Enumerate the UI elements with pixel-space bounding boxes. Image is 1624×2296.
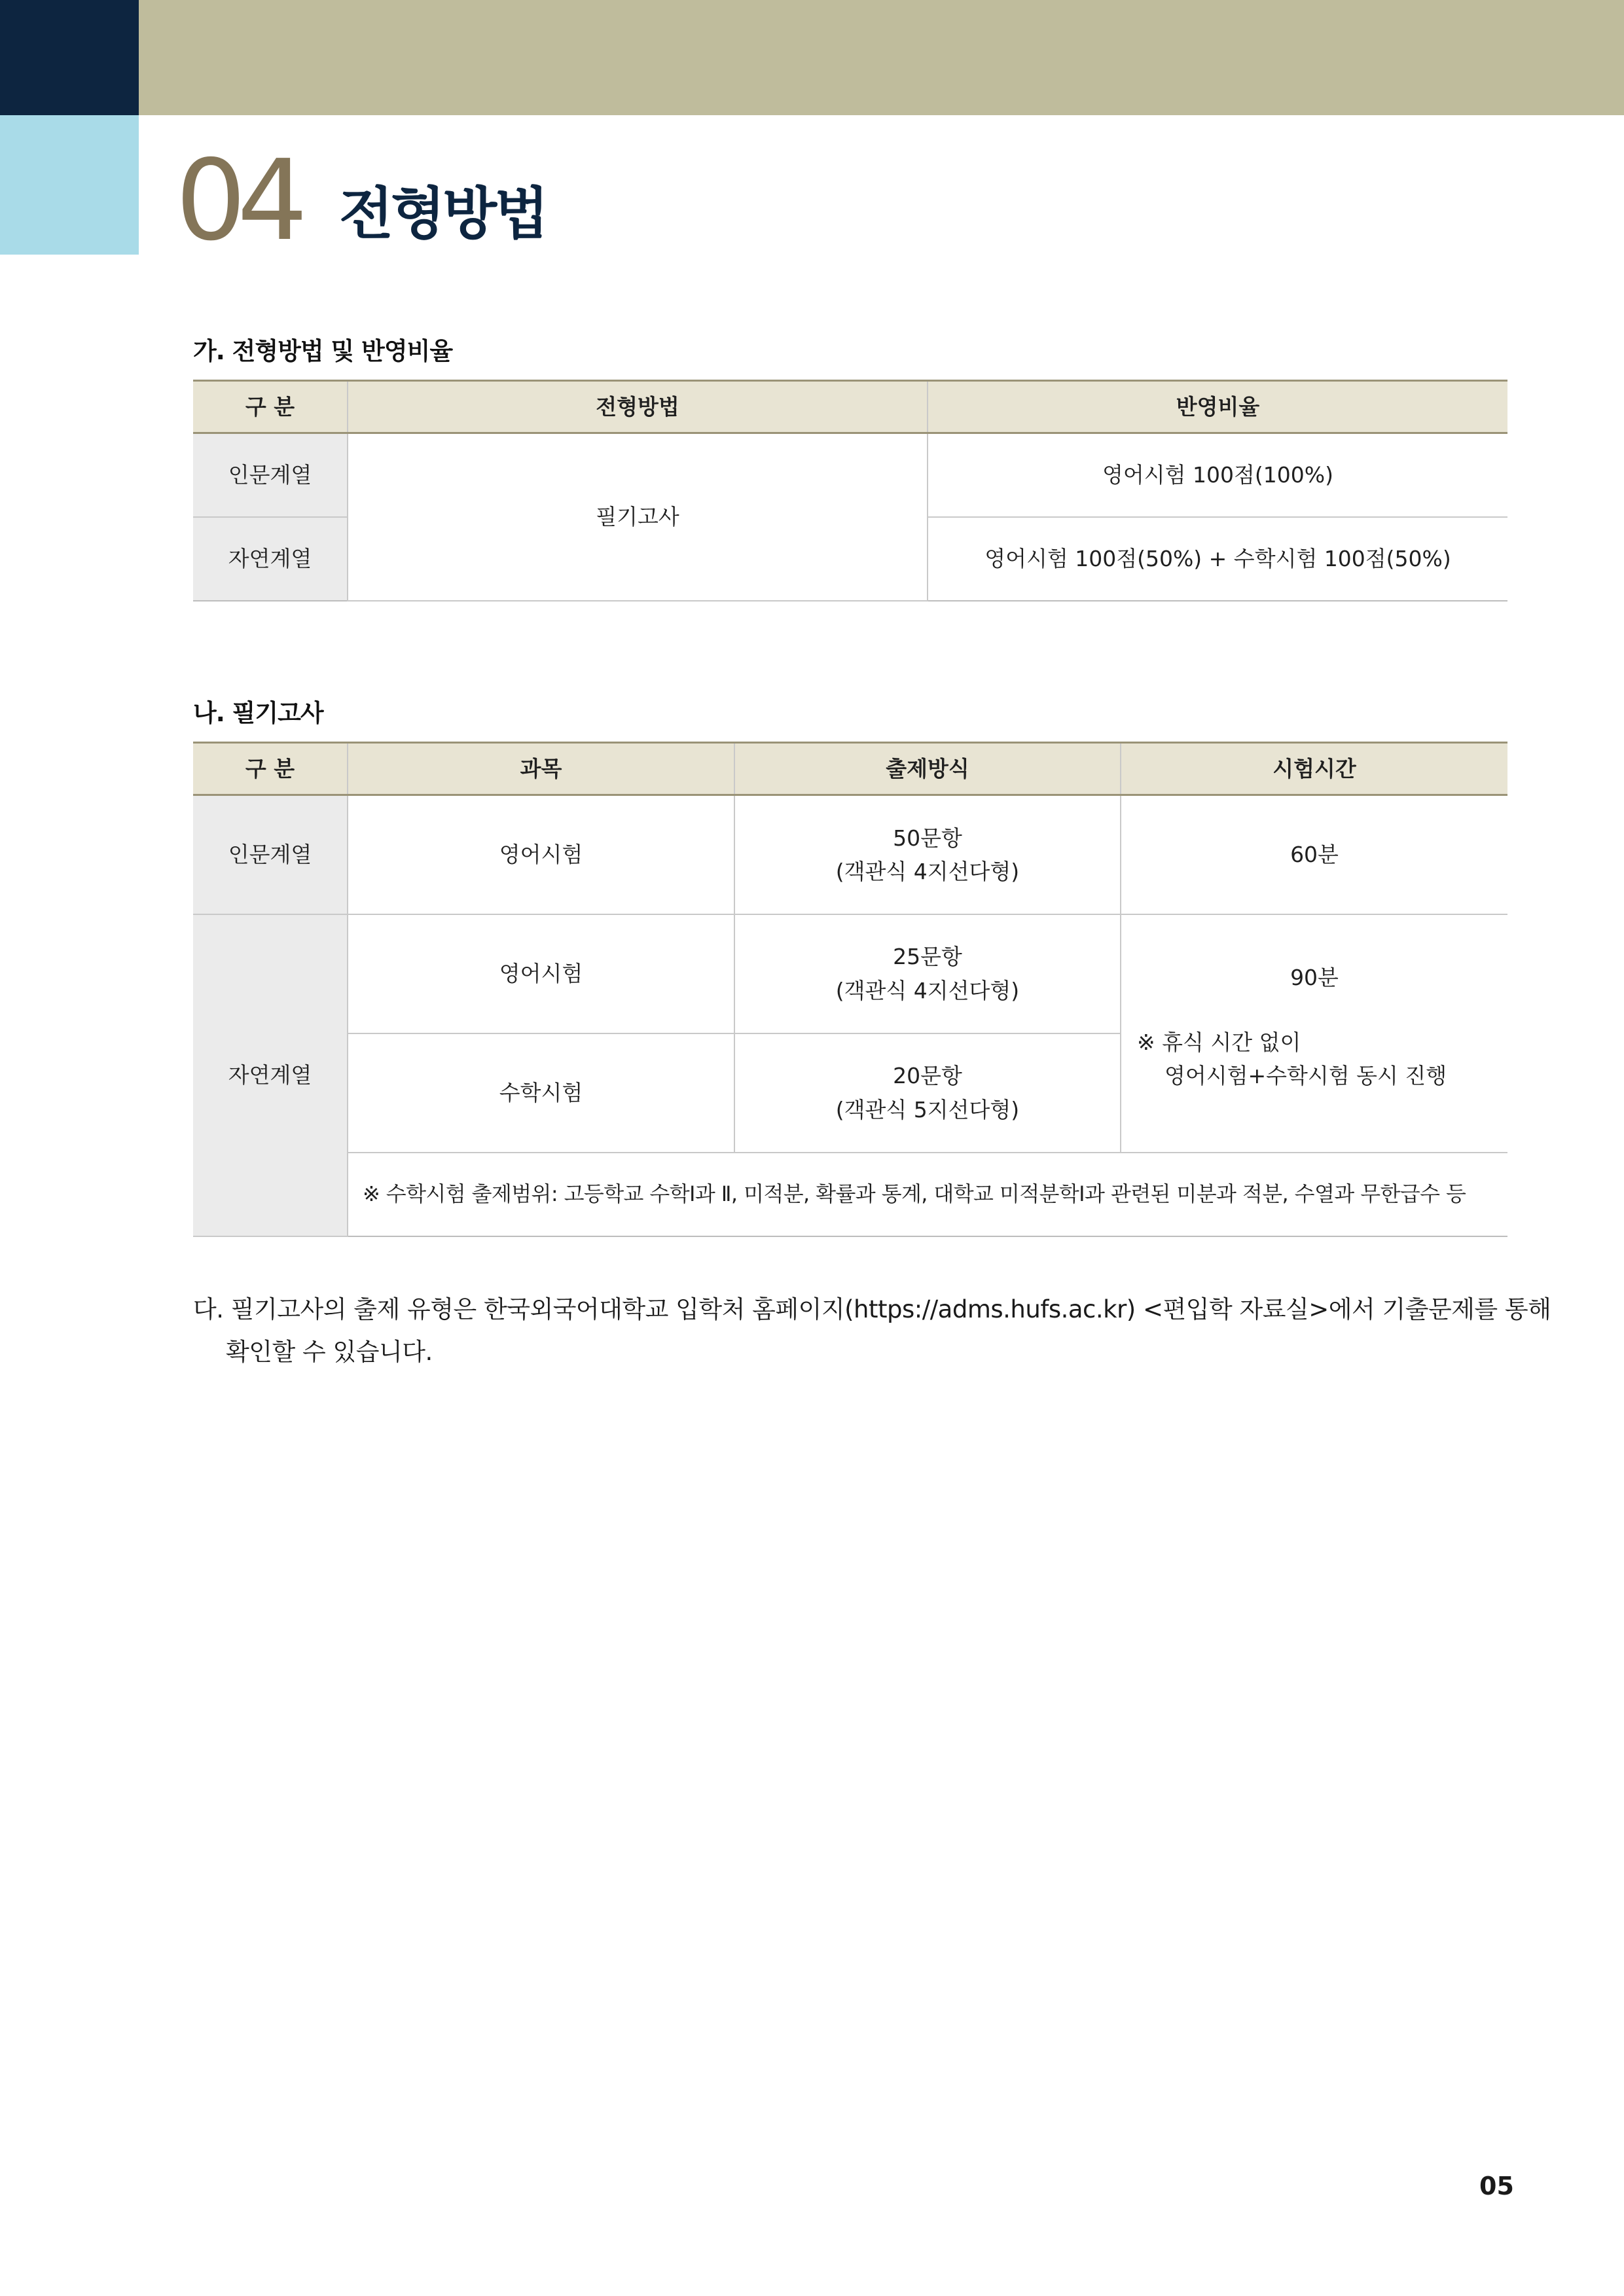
subject: 영어시험 bbox=[348, 795, 734, 914]
exam-time: 60분 bbox=[1121, 795, 1507, 914]
question-count: 25문항 bbox=[893, 944, 962, 970]
column-header: 전형방법 bbox=[348, 381, 928, 433]
section-b-heading: 나. 필기고사 bbox=[193, 699, 323, 727]
question-count: 20문항 bbox=[893, 1063, 962, 1089]
column-header: 반영비율 bbox=[928, 381, 1507, 433]
row-category: 자연계열 bbox=[193, 914, 348, 1236]
row-category: 인문계열 bbox=[193, 433, 348, 517]
time-note bbox=[1121, 1026, 1507, 1092]
table-row bbox=[193, 433, 1507, 517]
written-exam-table bbox=[193, 742, 1507, 1237]
section-c-paragraph bbox=[193, 1288, 1551, 1373]
table-row bbox=[193, 1153, 1507, 1236]
reflection-ratio: 영어시험 100점(100%) bbox=[928, 433, 1507, 517]
selection-method: 필기고사 bbox=[348, 433, 928, 601]
section-number: 04 bbox=[175, 136, 299, 266]
column-header: 과목 bbox=[348, 743, 734, 795]
selection-method-table bbox=[193, 380, 1507, 601]
section-title: 전형방법 bbox=[339, 181, 547, 247]
question-count: 50문항 bbox=[893, 825, 962, 851]
column-header: 구 분 bbox=[193, 743, 348, 795]
time-note-line2: 영어시험+수학시험 동시 진행 bbox=[1164, 1062, 1447, 1088]
question-type: (객관식 4지선다형) bbox=[835, 977, 1020, 1003]
reflection-ratio: 영어시험 100점(50%) + 수학시험 100점(50%) bbox=[928, 517, 1507, 601]
subject: 수학시험 bbox=[348, 1033, 734, 1153]
math-scope-footnote: ※ 수학시험 출제범위: 고등학교 수학Ⅰ과 Ⅱ, 미적분, 확률과 통계, 대학교 미적분학Ⅰ과 관련된 미분과 적분, 수열과 무한급수 등 bbox=[348, 1153, 1507, 1236]
paragraph-line: 확인할 수 있습니다. bbox=[226, 1338, 433, 1366]
paragraph-line: 다. 필기고사의 출제 유형은 한국외국어대학교 입학처 홈페이지(https://adms.hufs.ac.kr) <편입학 자료실>에서 기출문제를 통해 bbox=[193, 1295, 1551, 1323]
header-sky-block bbox=[0, 115, 139, 255]
question-format bbox=[734, 1033, 1121, 1153]
row-category: 인문계열 bbox=[193, 795, 348, 914]
table-row bbox=[193, 795, 1507, 914]
time-note-line1: ※ 휴식 시간 없이 bbox=[1137, 1029, 1301, 1055]
column-header: 시험시간 bbox=[1121, 743, 1507, 795]
subject: 영어시험 bbox=[348, 914, 734, 1033]
exam-time: 90분 bbox=[1290, 964, 1339, 990]
question-type: (객관식 4지선다형) bbox=[835, 858, 1020, 884]
question-format bbox=[734, 914, 1121, 1033]
question-format bbox=[734, 795, 1121, 914]
exam-time-cell bbox=[1121, 914, 1507, 1153]
question-type: (객관식 5지선다형) bbox=[835, 1096, 1020, 1122]
column-header: 출제방식 bbox=[734, 743, 1121, 795]
section-a-heading: 가. 전형방법 및 반영비율 bbox=[193, 337, 453, 365]
row-category: 자연계열 bbox=[193, 517, 348, 601]
table-row bbox=[193, 914, 1507, 1033]
header-tan-band bbox=[139, 0, 1624, 115]
page-number: 05 bbox=[1479, 2172, 1514, 2200]
column-header: 구 분 bbox=[193, 381, 348, 433]
header-navy-block bbox=[0, 0, 139, 115]
